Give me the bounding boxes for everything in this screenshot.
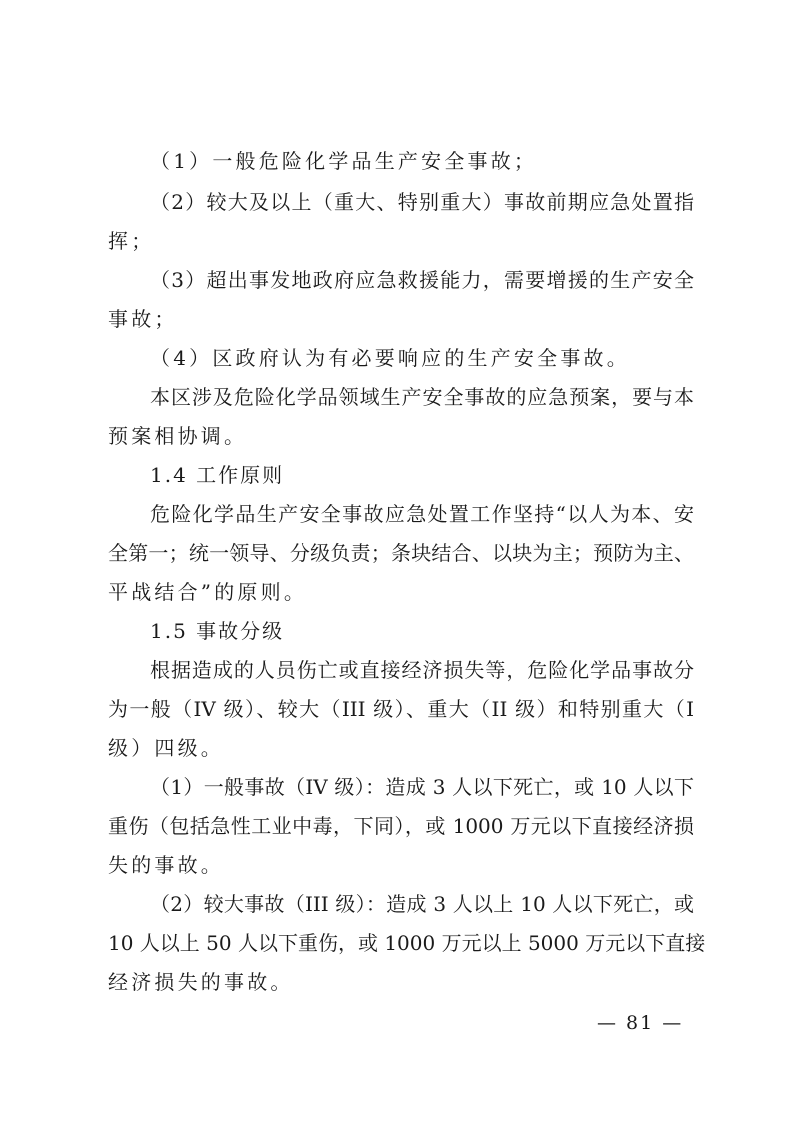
page-number: — 81 — — [597, 1012, 684, 1034]
paragraph-line: 本区涉及危险化学品领域生产安全事故的应急预案，要与本 — [150, 385, 694, 409]
list-item-1: （1）一般危险化学品生产安全事故； — [150, 149, 538, 173]
list-item-3-line-1: （3）超出事发地政府应急救援能力，需要增援的生产安全 — [150, 268, 694, 292]
paragraph-line: 为一般（IV 级）、较大（III 级）、重大（II 级）和特别重大（I — [108, 697, 694, 721]
paragraph-line: 预案相协调。 — [108, 424, 248, 448]
paragraph-line: 重伤（包括急性工业中毒，下同），或 1000 万元以下直接经济损 — [108, 814, 694, 838]
paragraph-line: 平战结合”的原则。 — [108, 580, 308, 604]
paragraph-line: 10 人以上 50 人以下重伤，或 1000 万元以上 5000 万元以下直接 — [108, 931, 706, 955]
paragraph-line: 级）四级。 — [108, 736, 224, 760]
paragraph-line: （1）一般事故（IV 级）：造成 3 人以下死亡，或 10 人以下 — [150, 775, 694, 799]
list-item-2-line-1: （2）较大及以上（重大、特别重大）事故前期应急处置指 — [150, 190, 694, 214]
list-item-4: （4）区政府认为有必要响应的生产安全事故。 — [150, 346, 630, 370]
section-heading-1-5: 1.5 事故分级 — [150, 619, 285, 643]
paragraph-line: 危险化学品生产安全事故应急处置工作坚持“以人为本、安 — [150, 502, 694, 526]
paragraph-line: 全第一；统一领导、分级负责；条块结合、以块为主；预防为主、 — [108, 541, 694, 565]
paragraph-line: 失的事故。 — [108, 853, 224, 877]
paragraph-line: 根据造成的人员伤亡或直接经济损失等，危险化学品事故分 — [150, 658, 694, 682]
list-item-3-line-2: 事故； — [108, 307, 178, 331]
paragraph-line: 经济损失的事故。 — [108, 970, 294, 994]
list-item-2-line-2: 挥； — [108, 229, 155, 253]
section-heading-1-4: 1.4 工作原则 — [150, 463, 285, 487]
paragraph-line: （2）较大事故（III 级）：造成 3 人以上 10 人以下死亡，或 — [150, 892, 694, 916]
